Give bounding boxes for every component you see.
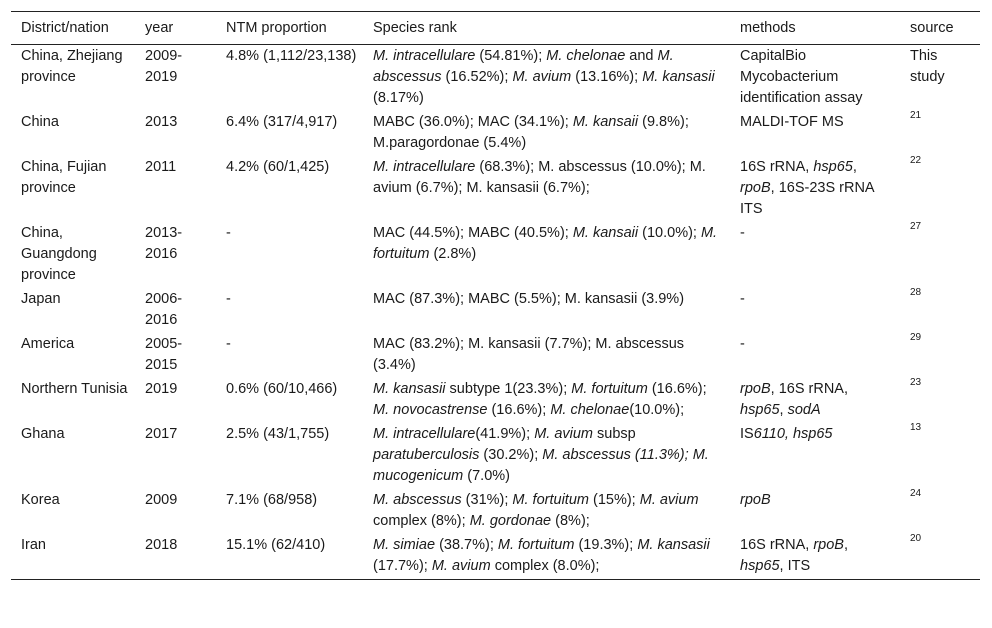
cell-year: 2019 xyxy=(145,381,178,397)
text-run: subsp xyxy=(593,426,636,442)
text-run: , xyxy=(852,159,857,175)
italic-text-run: sodA xyxy=(787,402,821,418)
cell-source xyxy=(900,333,980,378)
text-run: - xyxy=(740,336,745,352)
text-run: (8.17%) xyxy=(373,90,424,106)
text-run: (30.2%); xyxy=(479,447,543,463)
cell-source xyxy=(900,288,980,333)
cell-district: China, Guangdong province xyxy=(21,225,97,283)
table-row xyxy=(11,378,980,423)
cell-year: 2017 xyxy=(145,426,178,442)
italic-text-run: M. kansasii xyxy=(373,381,446,397)
text-run: (16.52%); xyxy=(441,69,513,85)
header-year: year xyxy=(135,12,216,45)
table-row xyxy=(11,111,980,156)
cell-ntm-proportion: 2.5% (43/1,755) xyxy=(226,426,330,442)
cell-ntm-proportion: - xyxy=(226,336,231,352)
cell-ntm-proportion: 4.2% (60/1,425) xyxy=(226,159,330,175)
cell-district: Iran xyxy=(11,534,135,580)
text-run: (16.6%); xyxy=(647,381,707,397)
text-run: (15%); xyxy=(588,492,640,508)
cell-district: China xyxy=(21,114,59,130)
reference-number: 23 xyxy=(910,377,922,389)
cell-species-rank xyxy=(363,423,730,489)
header-ntm-proportion: NTM proportion xyxy=(216,12,363,45)
cell-source xyxy=(900,534,980,580)
italic-text-run: M. abscessus (11.3%); M. mucogenicum xyxy=(373,447,709,484)
cell-methods xyxy=(730,156,900,222)
text-run: complex (8%); xyxy=(373,513,470,529)
italic-text-run: M. kansaii xyxy=(572,114,639,130)
text-run: MAC (87.3%); MABC (5.5%); M. kansasii (3.9%) xyxy=(373,291,685,307)
text-run: (8%); xyxy=(551,513,590,529)
cell-species-rank xyxy=(363,111,730,156)
text-run: IS xyxy=(740,426,754,442)
text-run: (10.0%); xyxy=(629,402,685,418)
cell-methods xyxy=(730,378,900,423)
cell-methods xyxy=(730,423,900,489)
cell-district: Northern Tunisia xyxy=(21,381,128,397)
text-run: (68.3%); M. abscessus (10.0%); M. avium (6.7%); M. kansasii (6.7%); xyxy=(373,159,706,196)
italic-text-run: M. avium xyxy=(639,492,699,508)
cell-ntm-proportion: - xyxy=(226,225,231,241)
table-row xyxy=(11,333,980,378)
italic-text-run: M. fortuitum xyxy=(373,225,718,262)
italic-text-run: hsp65 xyxy=(740,558,780,574)
italic-text-run: rpoB xyxy=(740,492,771,508)
reference-number: 22 xyxy=(910,155,922,167)
cell-year: 2013-2016 xyxy=(145,225,183,262)
table-body xyxy=(11,45,980,580)
reference-number: 27 xyxy=(910,221,922,233)
text-run: - xyxy=(740,225,745,241)
cell-source xyxy=(900,423,980,489)
italic-text-run: hsp65 xyxy=(813,159,853,175)
table-row xyxy=(11,489,980,534)
text-run: and xyxy=(625,48,658,64)
italic-text-run: M. chelonae xyxy=(546,48,626,64)
text-run: - xyxy=(740,291,745,307)
cell-ntm-proportion: 4.8% (1,112/23,138) xyxy=(226,48,357,64)
cell-ntm-proportion: 15.1% (62/410) xyxy=(216,534,363,580)
cell-district: America xyxy=(21,336,75,352)
cell-year: 2009 xyxy=(145,492,178,508)
text-run: MAC (83.2%); M. kansasii (7.7%); M. abscessus (3.4%) xyxy=(373,336,685,373)
text-run: MABC (36.0%); MAC (34.1%); xyxy=(373,114,573,130)
cell-ntm-proportion: 6.4% (317/4,917) xyxy=(226,114,338,130)
text-run: , 16S rRNA, xyxy=(770,381,848,397)
cell-methods xyxy=(730,111,900,156)
italic-text-run: M. fortuitum xyxy=(512,492,589,508)
reference-number: 24 xyxy=(910,488,922,500)
italic-text-run: rpoB xyxy=(740,381,771,397)
cell-source xyxy=(900,111,980,156)
text-run: (38.7%); xyxy=(435,537,498,553)
cell-methods xyxy=(730,45,900,112)
text-run: (2.8%) xyxy=(429,246,477,262)
table-row xyxy=(11,222,980,288)
table-row xyxy=(11,156,980,222)
italic-text-run: 6110, hsp65 xyxy=(753,426,833,442)
text-run: (10.0%); xyxy=(638,225,701,241)
italic-text-run: M. kansasii xyxy=(637,537,710,553)
cell-year: 2009-2019 xyxy=(145,48,183,85)
italic-text-run: M. avium xyxy=(512,69,572,85)
cell-methods xyxy=(730,489,900,534)
italic-text-run: M. gordonae xyxy=(469,513,552,529)
cell-methods xyxy=(730,222,900,288)
table-row xyxy=(11,45,980,112)
text-run: MALDI-TOF MS xyxy=(740,114,844,130)
cell-district: Japan xyxy=(21,291,61,307)
italic-text-run: M. kansaii xyxy=(572,225,639,241)
text-run: MAC (44.5%); MABC (40.5%); xyxy=(373,225,573,241)
cell-species-rank xyxy=(363,489,730,534)
cell-methods xyxy=(730,534,900,580)
header-species-rank: Species rank xyxy=(363,12,730,45)
cell-species-rank xyxy=(363,45,730,112)
text-run: , ITS xyxy=(779,558,811,574)
text-run: (9.8%); M.paragordonae (5.4%) xyxy=(373,114,689,151)
text-run: CapitalBio Mycobacterium identification assay xyxy=(740,48,863,106)
text-run: (19.3%); xyxy=(574,537,638,553)
text-run: complex (8.0%); xyxy=(490,558,600,574)
cell-ntm-proportion: 7.1% (68/958) xyxy=(226,492,318,508)
cell-source xyxy=(900,222,980,288)
italic-text-run: rpoB xyxy=(813,537,844,553)
italic-text-run: M. fortuitum xyxy=(497,537,575,553)
header-methods: methods xyxy=(730,12,900,45)
cell-district: China, Fujian province xyxy=(21,159,107,196)
ntm-comparison-table xyxy=(11,11,980,580)
reference-number: 13 xyxy=(910,422,922,434)
cell-source xyxy=(900,45,980,112)
cell-year: 2013 xyxy=(145,114,178,130)
cell-year: 2005-2015 xyxy=(145,336,183,373)
cell-year: 2011 xyxy=(145,159,177,175)
cell-methods xyxy=(730,333,900,378)
text-run: , xyxy=(843,537,849,553)
cell-ntm-proportion: - xyxy=(226,291,231,307)
cell-district: China, Zhejiang province xyxy=(21,48,123,85)
cell-ntm-proportion: 0.6% (60/10,466) xyxy=(226,381,338,397)
text-run: (41.9%); xyxy=(475,426,535,442)
cell-species-rank xyxy=(363,534,730,580)
cell-year: 2006-2016 xyxy=(145,291,183,328)
italic-text-run: rpoB xyxy=(740,180,771,196)
cell-district: Ghana xyxy=(21,426,65,442)
italic-text-run: M. intracellulare xyxy=(373,159,476,175)
table-row xyxy=(11,423,980,489)
cell-species-rank xyxy=(363,222,730,288)
text-run: (54.81%); xyxy=(475,48,547,64)
reference-number: 28 xyxy=(910,287,922,299)
cell-source xyxy=(900,489,980,534)
italic-text-run: paratuberculosis xyxy=(373,447,480,463)
text-run: (31%); xyxy=(461,492,513,508)
reference-number: 29 xyxy=(910,332,922,344)
text-run: (13.16%); xyxy=(571,69,643,85)
italic-text-run: M. abscessus xyxy=(373,492,462,508)
italic-text-run: M. chelonae xyxy=(550,402,630,418)
cell-year: 2018 xyxy=(135,534,216,580)
reference-number: 20 xyxy=(910,533,922,545)
header-district: District/nation xyxy=(11,12,135,45)
text-run: (17.7%); xyxy=(373,558,432,574)
italic-text-run: M. intracellulare xyxy=(373,426,476,442)
source-text: This study xyxy=(910,48,945,85)
text-run: 16S rRNA, xyxy=(740,159,814,175)
table-row xyxy=(11,288,980,333)
italic-text-run: M. avium xyxy=(534,426,594,442)
cell-district: Korea xyxy=(21,492,60,508)
italic-text-run: M. avium xyxy=(431,558,491,574)
cell-species-rank xyxy=(363,288,730,333)
italic-text-run: M. intracellulare xyxy=(373,48,476,64)
cell-methods xyxy=(730,288,900,333)
text-run: (16.6%); xyxy=(487,402,551,418)
text-run: subtype 1(23.3%); xyxy=(445,381,572,397)
text-run: 16S rRNA, xyxy=(740,537,814,553)
table-container xyxy=(11,11,980,580)
italic-text-run: M. novocastrense xyxy=(373,402,488,418)
table-row xyxy=(11,534,980,580)
cell-species-rank xyxy=(363,378,730,423)
text-run: , 16S-23S rRNA ITS xyxy=(740,180,874,217)
text-run: (7.0%) xyxy=(463,468,511,484)
cell-species-rank xyxy=(363,156,730,222)
italic-text-run: M. simiae xyxy=(373,537,436,553)
header-source: source xyxy=(900,12,980,45)
cell-species-rank xyxy=(363,333,730,378)
reference-number: 21 xyxy=(910,110,922,122)
text-run: , xyxy=(779,402,788,418)
cell-source xyxy=(900,156,980,222)
table-header-row xyxy=(11,12,980,45)
italic-text-run: M. abscessus xyxy=(373,48,674,85)
cell-source xyxy=(900,378,980,423)
italic-text-run: M. kansasii xyxy=(642,69,715,85)
italic-text-run: hsp65 xyxy=(740,402,780,418)
italic-text-run: M. fortuitum xyxy=(571,381,648,397)
